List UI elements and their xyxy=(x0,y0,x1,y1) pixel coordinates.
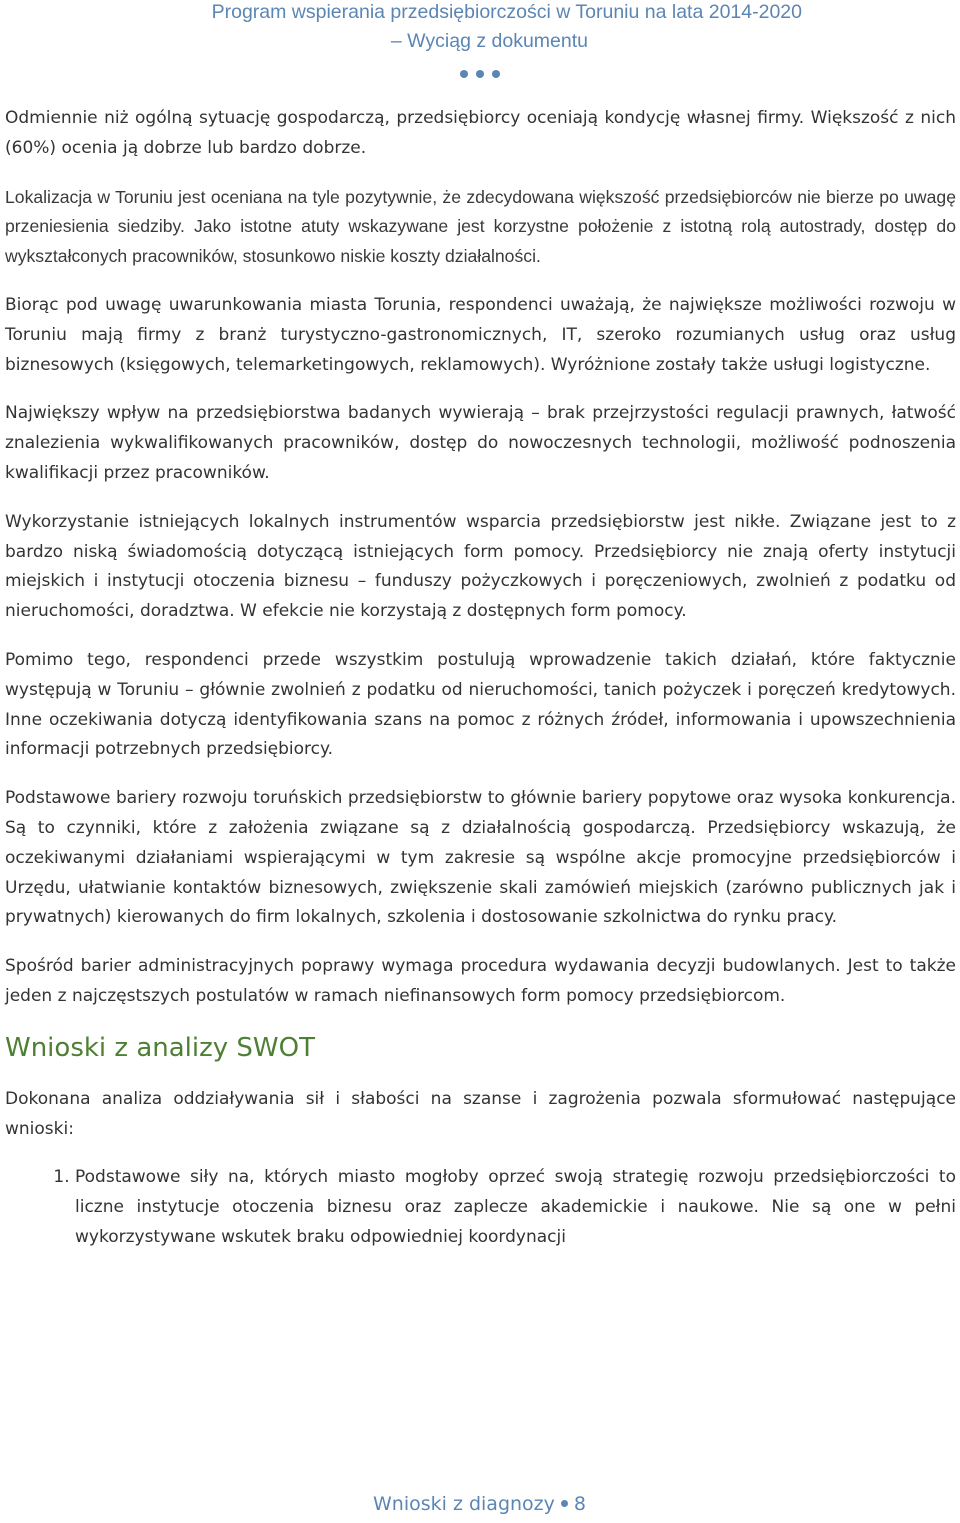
conclusions-list xyxy=(5,1163,956,1252)
dot-icon xyxy=(492,70,500,78)
header-title: Program wspierania przedsiębiorczości w Toruniu na lata 2014-2020 xyxy=(211,1,802,23)
page-header xyxy=(0,0,960,90)
paragraph: Odmiennie niż ogólną sytuację gospodarczą, przedsiębiorcy oceniają kondycję własnej firmy. Większość z nich (60%) ocenia ją dobrze lub bardzo dobrze. xyxy=(5,108,956,158)
dot-icon xyxy=(476,70,484,78)
section-intro: Dokonana analiza oddziaływania sił i słabości na szanse i zagrożenia pozwala sformułować następujące wnioski: xyxy=(5,1088,956,1139)
paragraph: Spośród barier administracyjnych poprawy wymaga procedura wydawania decyzji budowlanych. Jest to także jeden z najczęstszych postulatów w ramach niefinansowych form pomocy przedsiębiorcom. xyxy=(5,956,956,1006)
paragraph: Największy wpływ na przedsiębiorstwa badanych wywierają – brak przejrzystości regulacji prawnych, łatwość znalezienia wykwalifikowanych pracowników, dostęp do nowoczesnych technologii, możliwość podnoszenia kwalifikacji przez pracowników. xyxy=(5,403,956,483)
dot-icon xyxy=(561,1500,568,1507)
section-heading: Wnioski z analizy SWOT xyxy=(5,1032,315,1063)
footer-label: Wnioski z diagnozy xyxy=(373,1493,555,1515)
page-number: 8 xyxy=(573,1493,586,1515)
document-body xyxy=(5,104,956,1253)
page-footer xyxy=(373,1493,586,1515)
dot-icon xyxy=(460,70,468,78)
paragraph: Podstawowe bariery rozwoju toruńskich przedsiębiorstw to głównie bariery popytowe oraz wysoka konkurencja. Są to czynniki, które z założenia związane są z działalnością gospodarczą. Przedsiębiorcy wskazują, że oczekiwanymi działaniami wspierającymi w tym zakresie są wspólne akcje promocyjne przedsiębiorców i Urzędu, ułatwianie kontaktów biznesowych, zwiększenie skali zamówień miejskich (zarówno publicznych jak i prywatnych) kierowanych do firm lokalnych, szkolenia i dostosowanie szkolnictwa do rynku pracy. xyxy=(5,788,956,928)
paragraph: Pomimo tego, respondenci przede wszystkim postulują wprowadzenie takich działań, które faktycznie występują w Toruniu – głównie zwolnień z podatku od nieruchomości, tanich pożyczek i poręczeń kredytowych. Inne oczekiwania dotyczą identyfikowania szans na pomoc z różnych źródeł, informowania i upowszechnienia informacji potrzebnych przedsiębiorcy. xyxy=(5,649,956,760)
paragraph: Lokalizacja w Toruniu jest oceniana na tyle pozytywnie, że zdecydowana większość przedsiębiorców nie bierze po uwagę przeniesienia siedziby. Jako istotne atuty wskazywane jest korzystne położenie z istotną rolą autostrady, dostęp do wykształconych pracowników, stosunkowo niskie koszty działalności. xyxy=(5,186,956,267)
header-subtitle: – Wyciąg z dokumentu xyxy=(390,30,588,52)
list-item: 1. Podstawowe siły na, których miasto mogłoby oprzeć swoją strategię rozwoju przedsiębiorczości to liczne instytucje otoczenia biznesu oraz zaplecze akademickie i naukowe. Nie są one w pełni wykorzystywane wskutek braku odpowiedniej koordynacji xyxy=(75,1163,956,1252)
paragraph: Biorąc pod uwagę uwarunkowania miasta Torunia, respondenci uważają, że największe możliwości rozwoju w Toruniu mają firmy z branż turystyczno-gastronomicznych, IT, szeroko rozumianych usług oraz usług biznesowych (księgowych, telemarketingowych, reklamowych). Wyróżnione zostały także usługi logistyczne. xyxy=(5,294,956,375)
paragraph: Wykorzystanie istniejących lokalnych instrumentów wsparcia przedsiębiorstw jest nikłe. Związane jest to z bardzo niską świadomością dotyczącą istniejących form pomocy. Przedsiębiorcy nie znają oferty instytucji miejskich i instytucji otoczenia biznesu – funduszy pożyczkowych i poręczeniowych, zwolnień z podatku od nieruchomości, doradztwa. W efekcie nie korzystają z dostępnych form pomocy. xyxy=(5,511,956,622)
